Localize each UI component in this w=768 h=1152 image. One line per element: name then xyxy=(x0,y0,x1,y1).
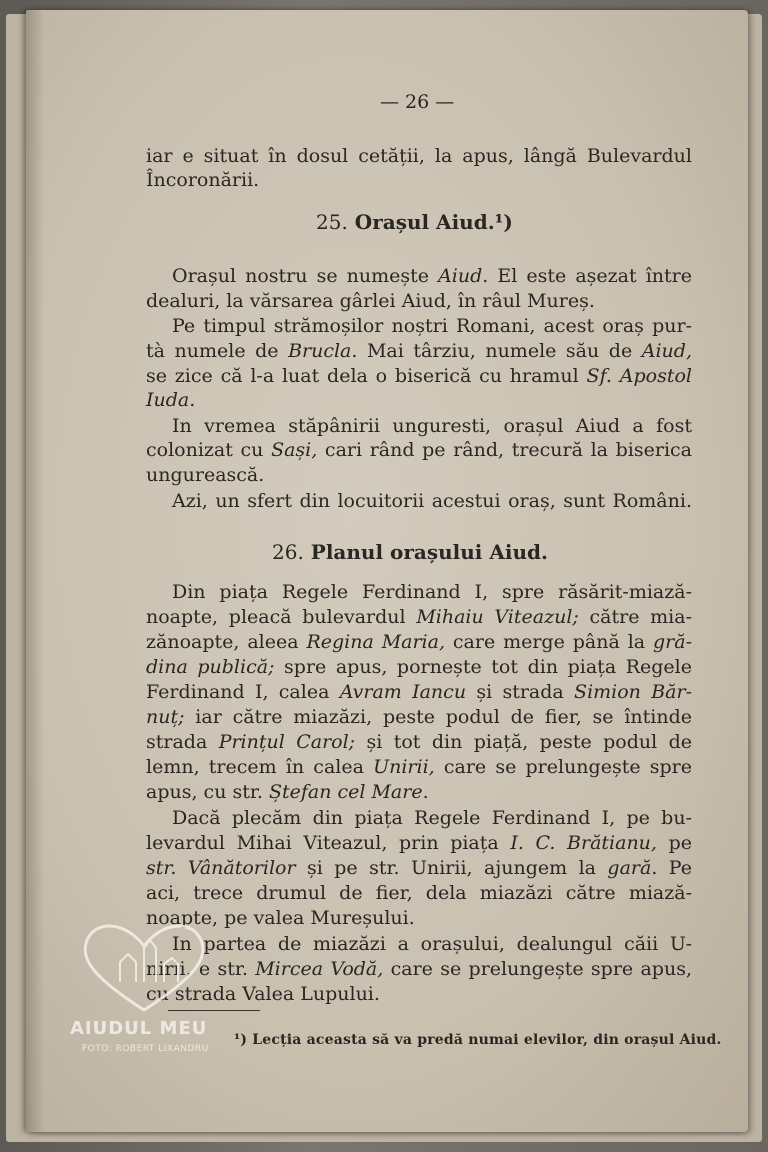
section25-line-8 xyxy=(146,438,692,462)
section26-line-7-seg-2: Prințul Carol; xyxy=(218,731,356,753)
section25-line-8-seg-2: Sași, xyxy=(271,439,318,461)
section25-line-6-seg-2: . xyxy=(189,389,196,411)
section26-line-4 xyxy=(146,655,692,679)
section26-line-3-seg-4: gră- xyxy=(653,631,692,653)
section-25-number: 25. xyxy=(316,210,348,234)
section25-line-5-seg-1: se zice că l-a luat dela o biserică cu hramul xyxy=(146,365,587,387)
section-25-title: Orașul Aiud.¹) xyxy=(354,210,513,234)
section25-line-10 xyxy=(172,489,692,513)
section-26-number: 26. xyxy=(272,540,304,564)
section26-line-12-seg-2: și pe str. Unirii, ajungem la xyxy=(295,857,608,879)
section26-line-9-seg-3: . xyxy=(422,781,429,803)
section26-line-5-seg-1: Ferdinand I, calea xyxy=(146,681,340,703)
section26-line-7 xyxy=(146,730,692,754)
section26-line-12-seg-1: str. Vânătorilor xyxy=(146,857,296,879)
section25-line-2-seg-1: dealuri, la vărsarea gârlei Aiud, în râul Mureș. xyxy=(146,290,595,312)
section25-line-7-seg-1: In vremea stăpânirii unguresti, orașul Aiud a fost xyxy=(172,415,692,437)
section26-line-2-seg-1: noapte, pleacă bulevardul xyxy=(146,606,417,628)
section26-line-7-seg-3: și tot din piață, peste podul de xyxy=(355,731,692,753)
section26-line-8 xyxy=(146,755,692,779)
section25-line-1-seg-3: . El este așezat între xyxy=(482,265,692,287)
section25-line-8-seg-1: colonizat cu xyxy=(146,439,272,461)
section26-line-7-seg-1: strada xyxy=(146,731,219,753)
section25-line-4-seg-2: Brucla xyxy=(288,340,352,362)
section-25-heading xyxy=(316,210,513,234)
section26-line-11-seg-1: levardul Mihai Viteazul, prin piața xyxy=(146,832,511,854)
section25-line-7 xyxy=(172,414,692,438)
section26-line-9-seg-2: Ștefan cel Mare xyxy=(268,781,423,803)
section26-line-12-seg-3: gară xyxy=(607,857,652,879)
section26-line-3-seg-2: Regina Maria, xyxy=(306,631,445,653)
section26-line-8-seg-2: Unirii, xyxy=(373,756,435,778)
section26-line-3-seg-3: care merge până la xyxy=(445,631,653,653)
section26-line-15 xyxy=(172,932,692,956)
section26-line-9 xyxy=(146,780,429,804)
intro-line-1: iar e situat în dosul cetății, la apus, lângă Bulevardul xyxy=(146,145,692,167)
section26-line-9-seg-1: apus, cu str. xyxy=(146,781,269,803)
section26-line-5-seg-3: și strada xyxy=(466,681,575,703)
section26-line-16-seg-2: Mircea Vodă, xyxy=(255,958,384,980)
section26-line-16-seg-1: nirii, e str. xyxy=(146,958,256,980)
watermark-title: AIUDUL MEU xyxy=(70,1018,208,1039)
aiudul-meu-logo-icon xyxy=(74,918,214,1014)
section-26-title: Planul orașului Aiud. xyxy=(310,540,548,564)
section26-line-12 xyxy=(146,856,692,880)
section26-line-13 xyxy=(146,881,692,905)
section26-line-17-seg-1: cu strada Valea Lupului. xyxy=(146,983,380,1005)
section25-line-6 xyxy=(146,388,195,412)
section26-line-2 xyxy=(146,605,692,629)
section26-line-6-seg-2: iar către miazăzi, peste podul de fier, se întinde xyxy=(184,706,692,728)
intro-line-2: Încoronării. xyxy=(146,169,260,191)
section26-line-4-seg-2: spre apus, pornește tot din piața Regele xyxy=(274,656,692,678)
section26-line-5-seg-2: Avram Iancu xyxy=(339,681,467,703)
section26-line-11 xyxy=(146,831,692,855)
section26-line-15-seg-1: In partea de miazăzi a orașului, dealungul căii U- xyxy=(172,933,692,955)
section26-line-11-seg-2: I. C. Brătianu, xyxy=(510,832,657,854)
section25-line-6-seg-1: Iuda xyxy=(146,389,190,411)
section26-line-4-seg-1: dina publică; xyxy=(146,656,275,678)
section26-line-1 xyxy=(172,580,692,604)
section25-line-4-seg-4: Aiud, xyxy=(641,340,692,362)
section26-line-10 xyxy=(172,806,692,830)
section25-line-1-seg-2: Aiud xyxy=(438,265,483,287)
section25-line-5 xyxy=(146,364,692,388)
section26-line-16-seg-3: care se prelungește spre apus, xyxy=(383,958,692,980)
section26-line-8-seg-3: care se prelungește spre xyxy=(434,756,692,778)
section26-line-3-seg-1: zănoapte, aleea xyxy=(146,631,307,653)
section26-line-11-seg-3: pe xyxy=(656,832,692,854)
section26-line-6-seg-1: nuț; xyxy=(146,706,185,728)
section25-line-4 xyxy=(146,339,692,363)
section25-line-3 xyxy=(172,314,692,338)
section26-line-14-seg-1: noapte, pe valea Mureșului. xyxy=(146,907,415,929)
section25-line-8-seg-3: cari rând pe rând, trecură la biserica xyxy=(317,439,692,461)
section-26-heading xyxy=(272,540,548,564)
section26-line-5 xyxy=(146,680,692,704)
watermark-credit: FOTO: ROBERT LIXANDRU xyxy=(82,1044,209,1054)
section26-line-8-seg-1: lemn, trecem în calea xyxy=(146,756,374,778)
section26-line-10-seg-1: Dacă plecăm din piața Regele Ferdinand I, pe bu- xyxy=(172,807,692,829)
section25-line-4-seg-1: tà numele de xyxy=(146,340,289,362)
section25-line-1-seg-1: Orașul nostru se numește xyxy=(172,265,439,287)
section26-line-2-seg-2: Mihaiu Viteazul; xyxy=(416,606,579,628)
section25-line-9 xyxy=(146,463,264,487)
section26-line-12-seg-4: . Pe xyxy=(651,857,692,879)
section26-line-5-seg-4: Simion Băr- xyxy=(574,681,692,703)
section25-line-4-seg-3: . Mai târziu, numele său de xyxy=(351,340,642,362)
section26-line-2-seg-3: către mia- xyxy=(578,606,692,628)
section25-line-9-seg-1: ungurească. xyxy=(146,464,265,486)
section26-line-16 xyxy=(146,957,692,981)
section25-line-1 xyxy=(172,264,692,288)
section25-line-5-seg-2: Sf. Apostol xyxy=(586,365,692,387)
section25-line-3-seg-1: Pe timpul strămoșilor noștri Romani, acest oraș pur- xyxy=(172,315,692,337)
footnote: ¹) Lecția aceasta să va predă numai elevilor, din orașul Aiud. xyxy=(234,1032,722,1048)
section26-line-3 xyxy=(146,630,692,654)
section26-line-13-seg-1: aci, trece drumul de fier, dela miazăzi către miază- xyxy=(146,882,692,904)
section25-line-10-seg-1: Azi, un sfert din locuitorii acestui oraș, sunt Români. xyxy=(172,490,692,512)
section25-line-2 xyxy=(146,289,595,313)
page-number: — 26 — xyxy=(380,91,455,113)
section26-line-1-seg-1: Din piața Regele Ferdinand I, spre răsărit-miază- xyxy=(172,581,692,603)
section26-line-6 xyxy=(146,705,692,729)
